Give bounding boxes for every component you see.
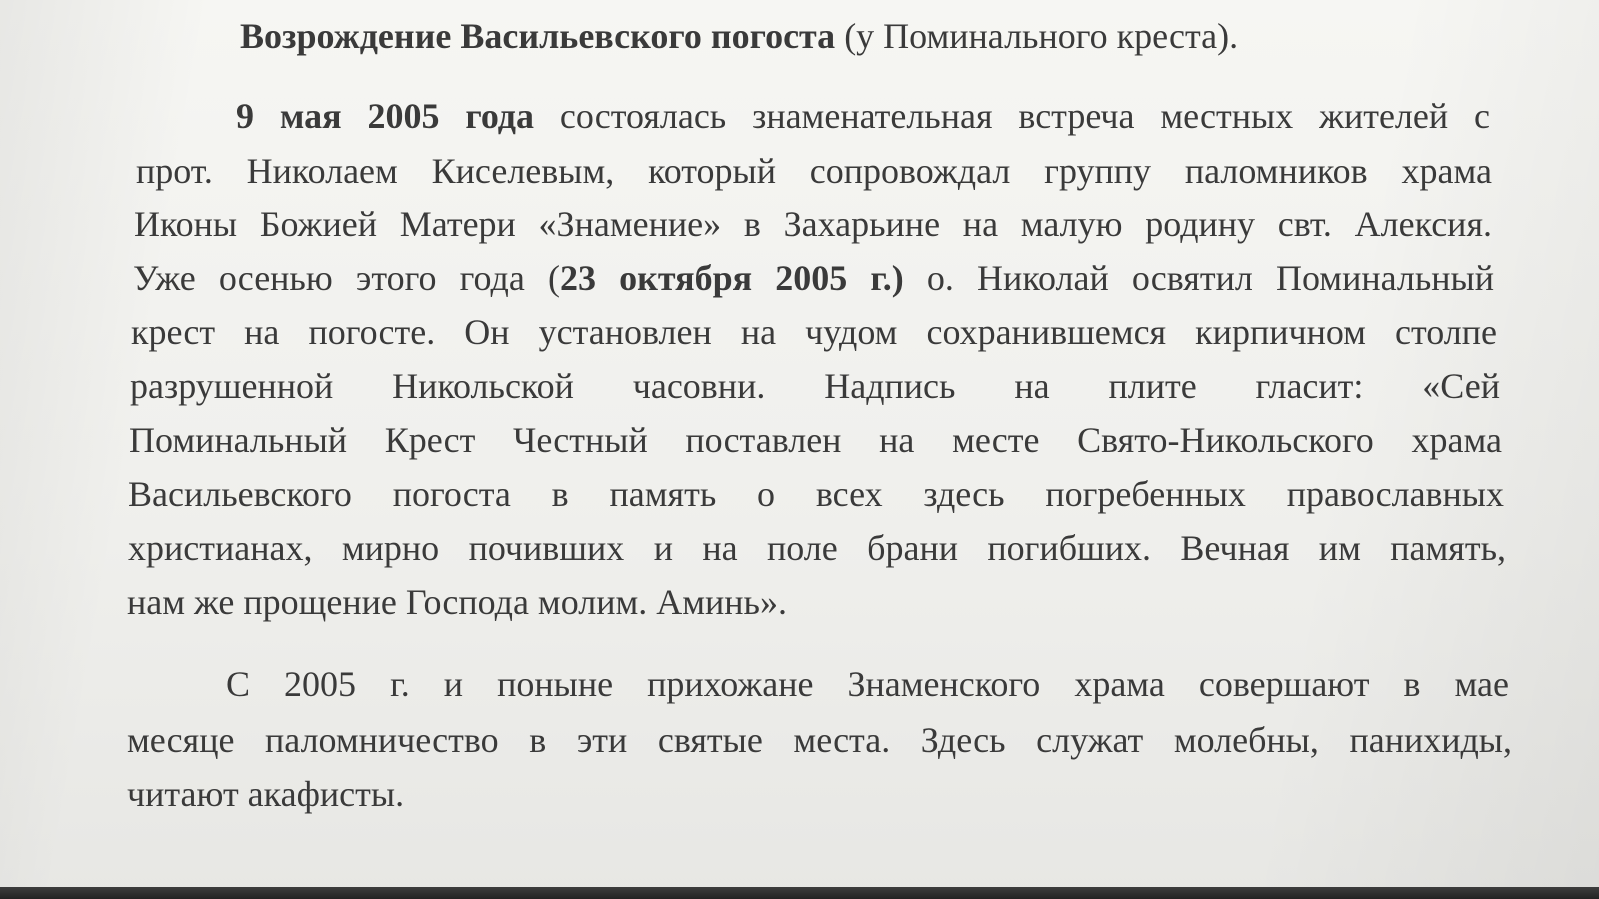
table-edge xyxy=(0,887,1599,899)
para2-line3: читают акафисты. xyxy=(127,774,405,814)
date-may-9: 9 мая 2005 года xyxy=(236,96,535,136)
para2-line2: месяце паломничество в эти святые места. Здесь служат молебны, панихиды, xyxy=(127,720,1512,760)
title-bold: Возрождение Васильевского погоста xyxy=(240,16,836,56)
para1-line4 xyxy=(133,254,1494,302)
para1-line4-b: о. Николай освятил Поминальный xyxy=(903,258,1495,298)
para1-line3: Иконы Божией Матери «Знамение» в Захарьине на малую родину свт. Алексия. xyxy=(134,204,1492,244)
para1-line4-a: Уже осенью этого года ( xyxy=(133,258,560,298)
para1-line6: разрушенной Никольской часовни. Надпись на плите гласит: «Сей xyxy=(130,366,1500,406)
para1-line5: крест на погосте. Он установлен на чудом сохранившемся кирпичном столпе xyxy=(131,312,1497,352)
date-october-23: 23 октября 2005 г.) xyxy=(559,258,904,298)
para1-line9: христианах, мирно почивших и на поле брани погибших. Вечная им память, xyxy=(128,528,1506,568)
document-title xyxy=(240,14,1238,58)
para1-line1 xyxy=(236,92,1490,140)
para1-line1-text: состоялась знаменательная встреча местных жителей с xyxy=(534,96,1490,136)
para1-line10: нам же прощение Господа молим. Аминь». xyxy=(127,582,787,622)
para1-line8: Васильевского погоста в память о всех здесь погребенных православных xyxy=(128,474,1504,514)
para1-line7: Поминальный Крест Честный поставлен на месте Свято-Никольского храма xyxy=(129,420,1502,460)
title-normal: (у Поминального креста). xyxy=(835,16,1239,56)
para2-line1: С 2005 г. и поныне прихожане Знаменского храма совершают в мае xyxy=(226,664,1509,704)
para1-line2: прот. Николаем Киселевым, который сопровождал группу паломников храма xyxy=(136,151,1492,191)
